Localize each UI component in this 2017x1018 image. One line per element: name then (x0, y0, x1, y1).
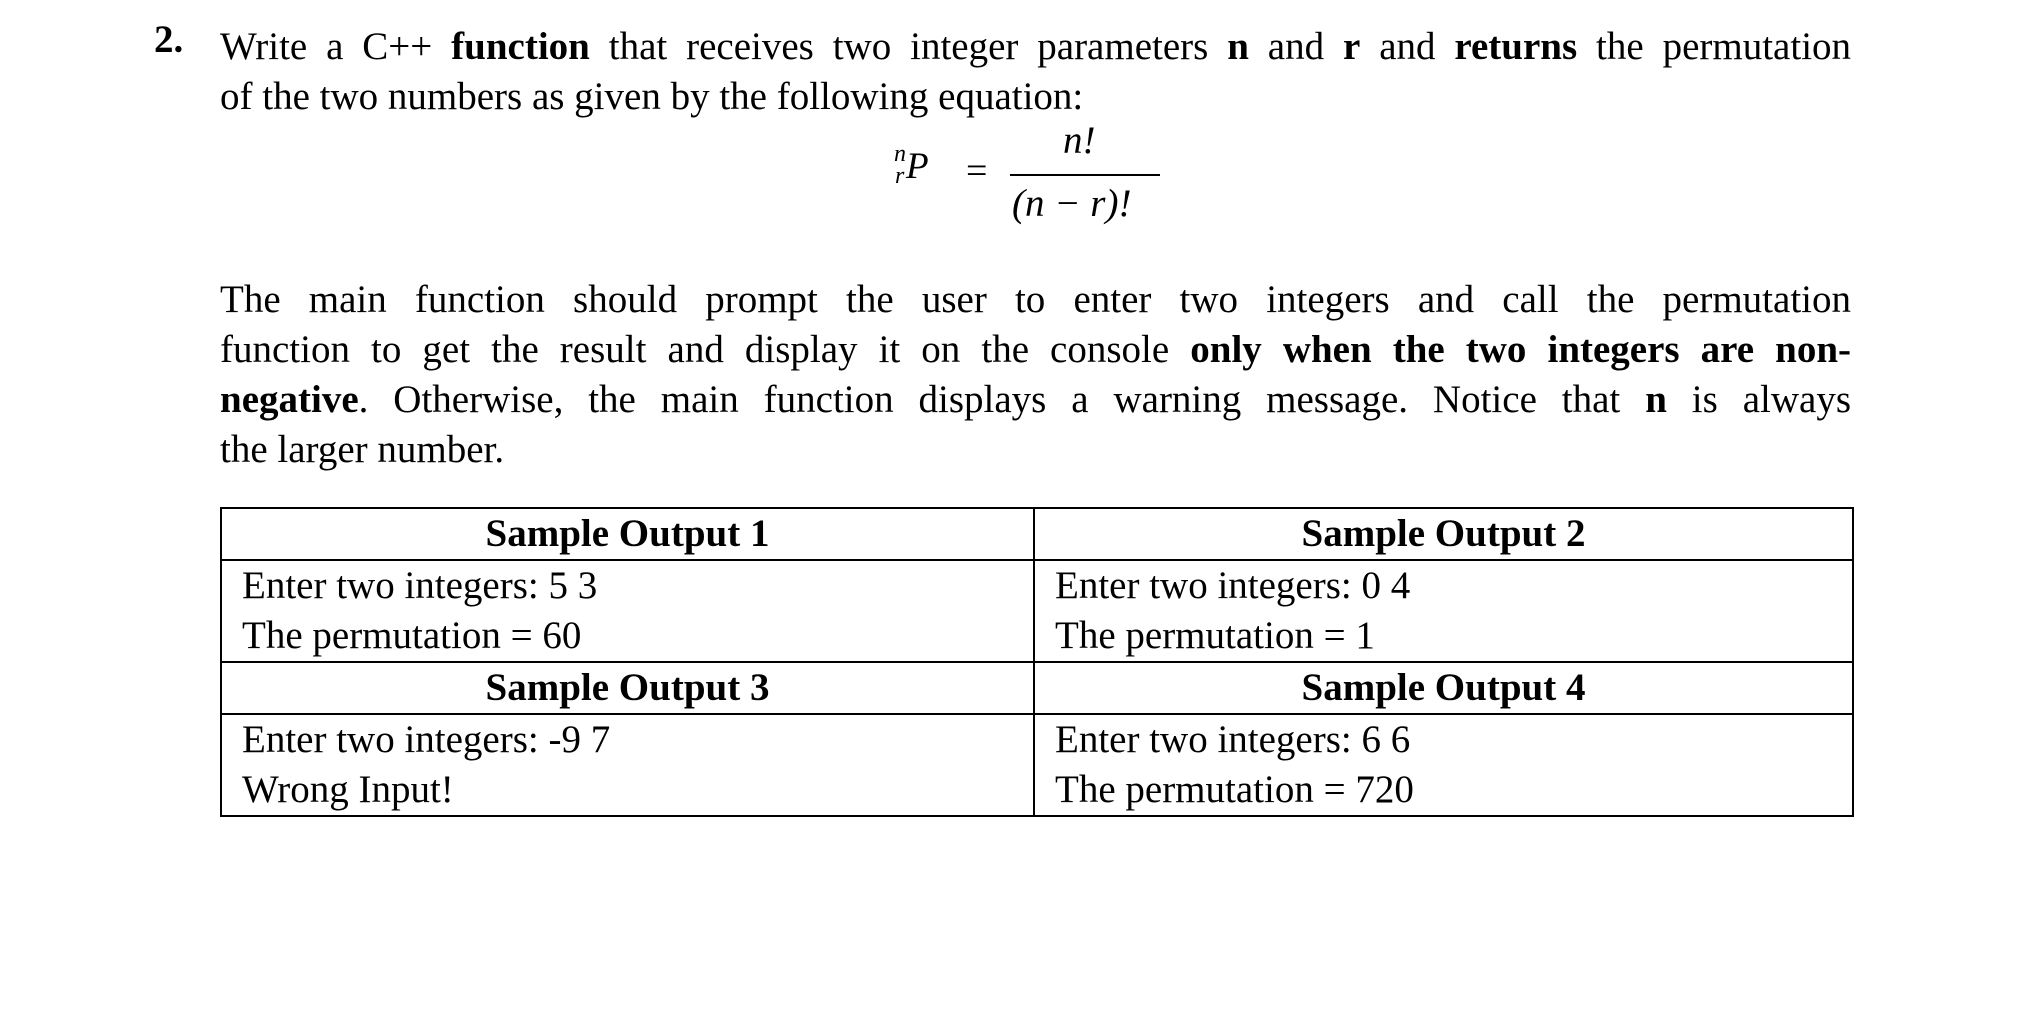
instructions-line-1: The main function should prompt the user to enter two integers and call the permutation (220, 278, 1851, 321)
sample-2-title: Sample Output 2 (1034, 508, 1853, 560)
sample-2-line-1: Enter two integers: 0 4 (1055, 564, 1411, 607)
sample-2-output (1034, 560, 1853, 662)
sample-4-line-1: Enter two integers: 6 6 (1055, 718, 1411, 761)
sample-1-output (221, 560, 1034, 662)
sample-4-output (1034, 714, 1853, 816)
sample-4-title: Sample Output 4 (1034, 662, 1853, 714)
instructions-paragraph (220, 275, 1851, 475)
formula-left-side (894, 141, 929, 189)
formula-fraction-bar (1010, 174, 1160, 176)
sample-3-line-2: Wrong Input! (242, 768, 454, 811)
question-statement (220, 22, 1851, 122)
sample-4-line-2: The permutation = 720 (1055, 768, 1414, 811)
formula-subscript-r: r (895, 163, 905, 189)
instructions-line-4: the larger number. (220, 428, 505, 471)
instructions-line-2: function to get the result and display it on the console only when the two integers are non- (220, 328, 1851, 371)
formula-denominator: (n − r)! (1012, 182, 1132, 225)
table-row (221, 508, 1853, 560)
sample-outputs-table (220, 507, 1854, 817)
table-row (221, 714, 1853, 816)
table-row (221, 560, 1853, 662)
question-number: 2. (154, 18, 184, 61)
instructions-line-3: negative. Otherwise, the main function displays a warning message. Notice that n is always (220, 378, 1852, 421)
sample-1-line-2: The permutation = 60 (242, 614, 582, 657)
sample-3-output (221, 714, 1034, 816)
formula-equals: = (966, 150, 988, 192)
formula-symbol-p: P (906, 146, 929, 187)
formula-numerator: n! (1063, 119, 1096, 162)
table-row (221, 662, 1853, 714)
permutation-formula (0, 118, 1200, 228)
sample-3-title: Sample Output 3 (221, 662, 1034, 714)
question-line-1: Write a C++ function that receives two integer parameters n and r and returns the permutation (220, 25, 1852, 68)
sample-3-line-1: Enter two integers: -9 7 (242, 718, 611, 761)
sample-1-line-1: Enter two integers: 5 3 (242, 564, 598, 607)
question-line-2: of the two numbers as given by the following equation: (220, 75, 1084, 118)
sample-1-title: Sample Output 1 (221, 508, 1034, 560)
formula-superscript-n: n (894, 141, 906, 167)
sample-2-line-2: The permutation = 1 (1055, 614, 1375, 657)
